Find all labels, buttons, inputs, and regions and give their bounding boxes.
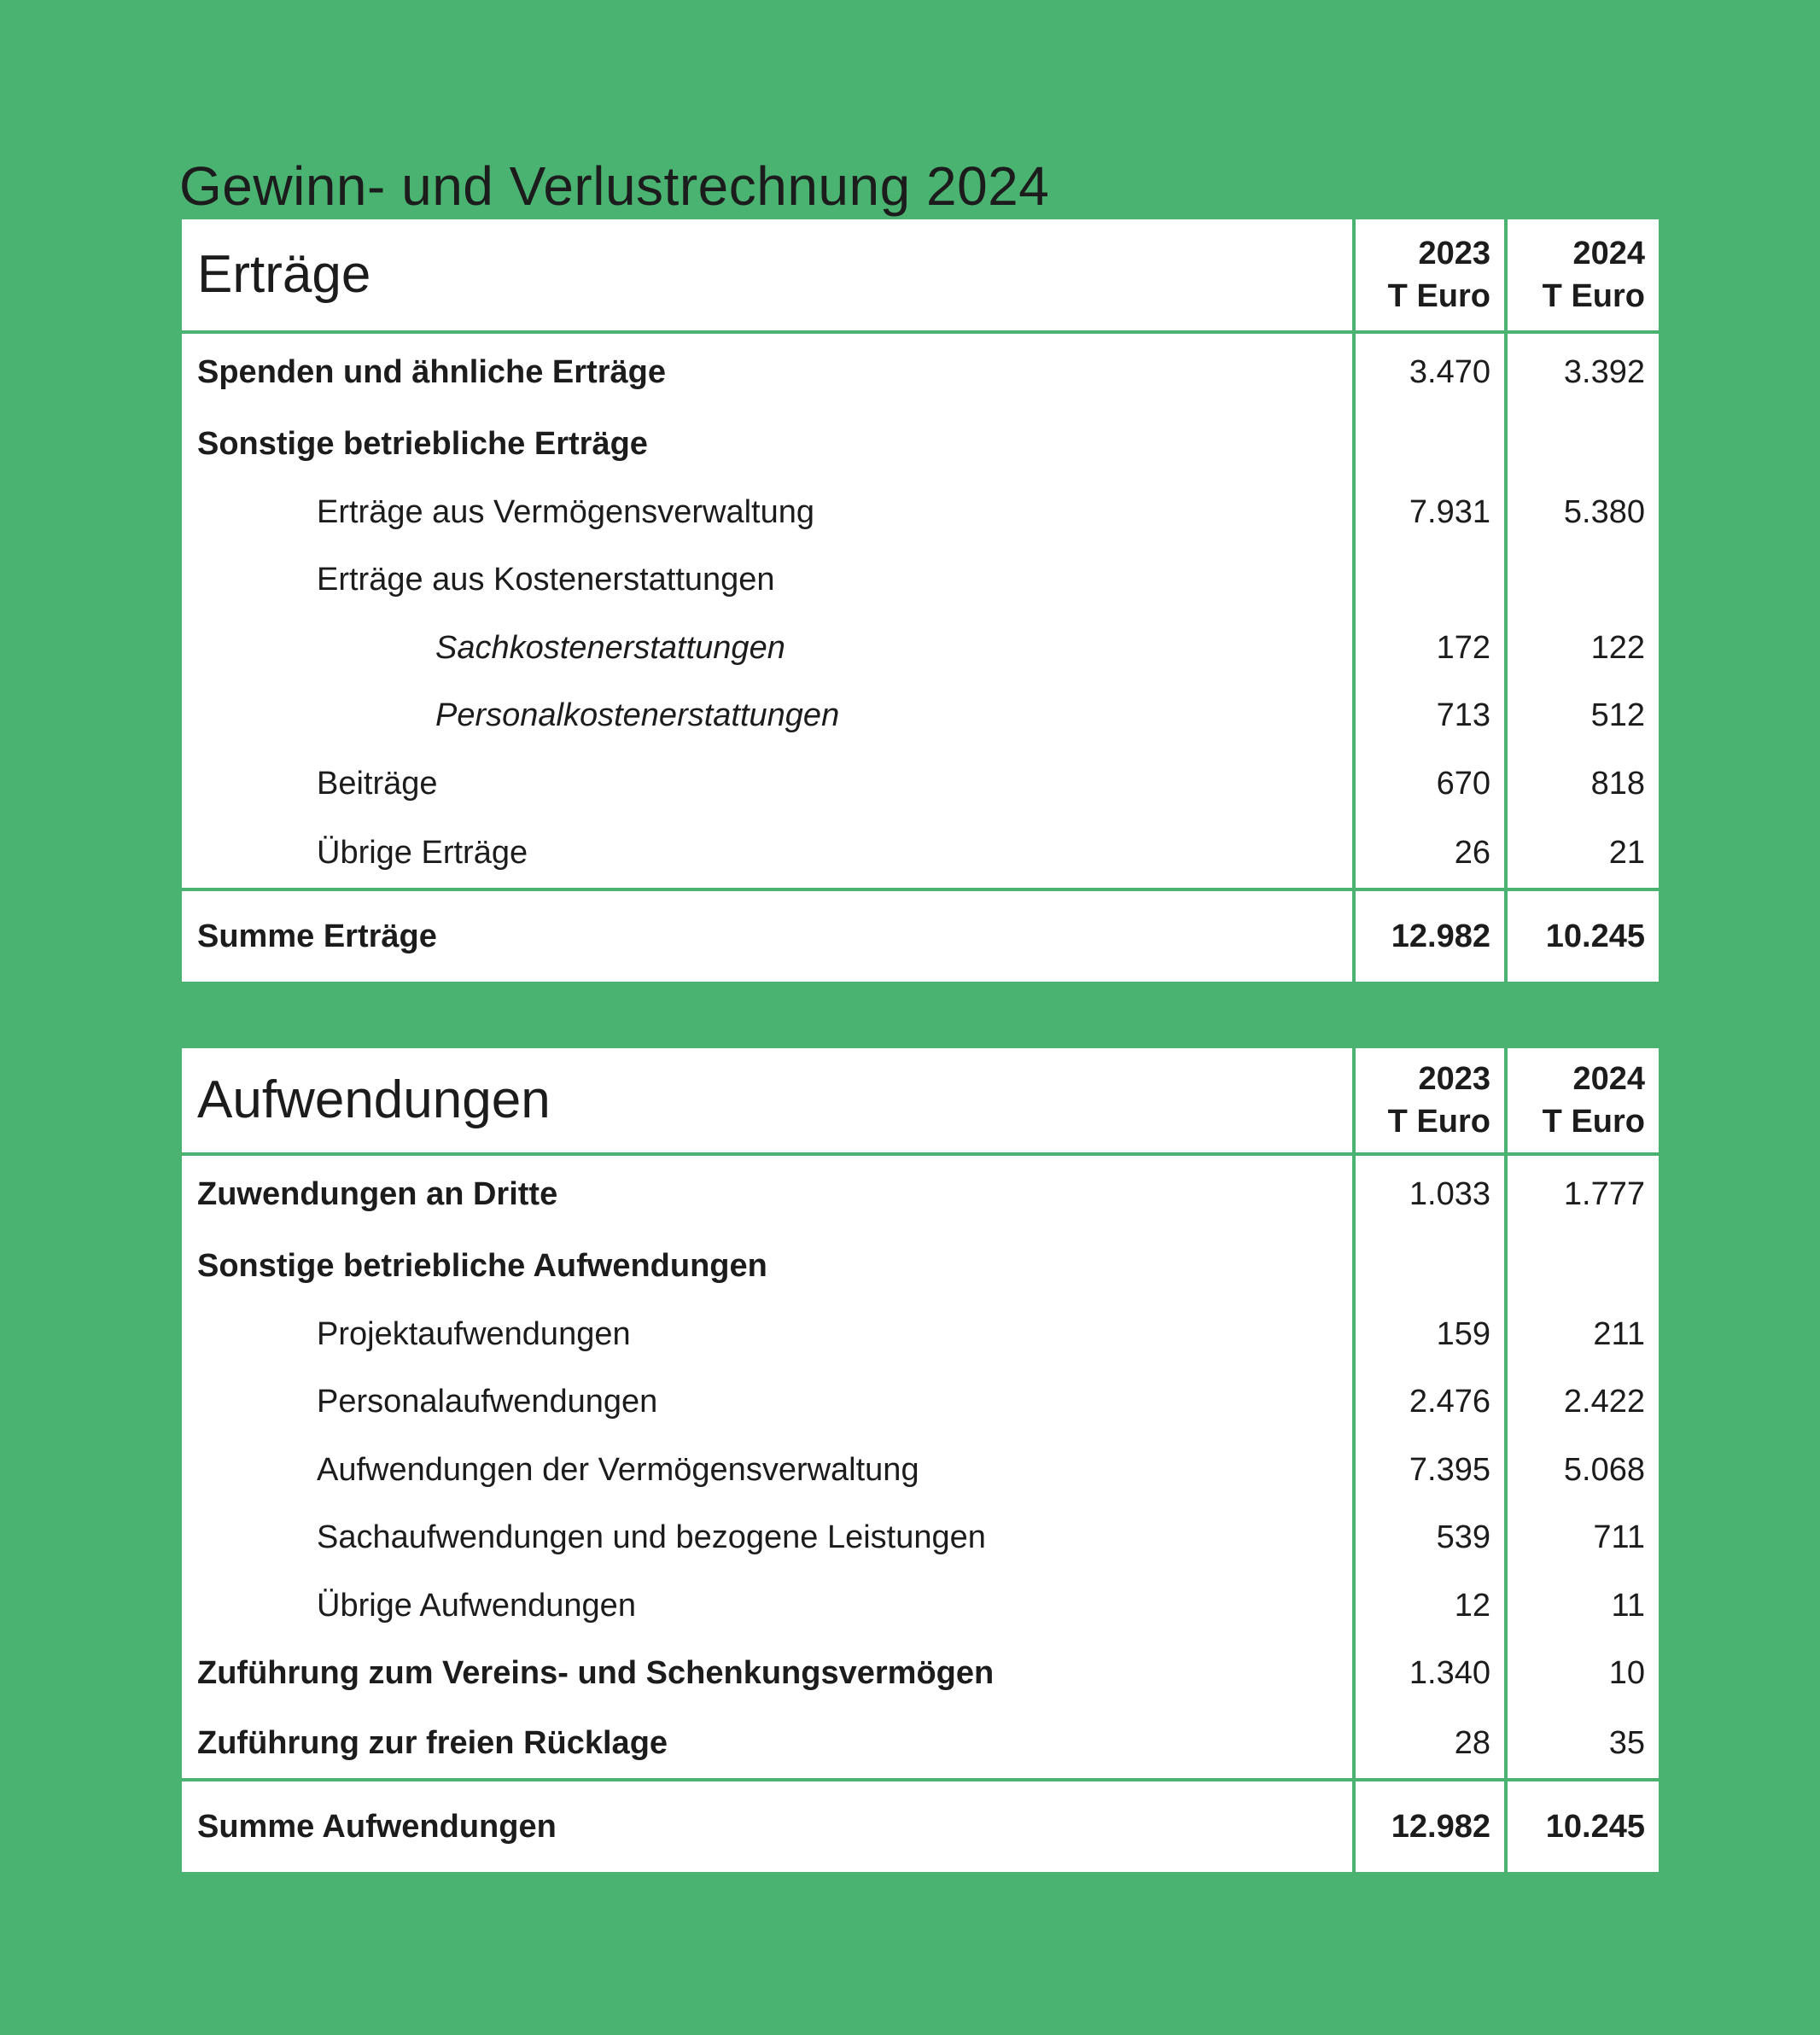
column-header-2023 (1354, 219, 1506, 332)
row-value-2024: 1.777 (1506, 1154, 1659, 1233)
sum-value-2023: 12.982 (1354, 1780, 1506, 1872)
page-title: Gewinn- und Verlustrechnung 2024 (179, 155, 1050, 217)
row-label: Aufwendungen der Vermögensverwaltung (317, 1451, 919, 1488)
row-label: Übrige Erträge (317, 835, 528, 871)
table-row (182, 1572, 1659, 1641)
row-value-2024: 211 (1506, 1301, 1659, 1369)
sum-value-2024: 10.245 (1506, 889, 1659, 982)
row-value-2024: 3.392 (1506, 332, 1659, 411)
table-row (182, 818, 1659, 889)
row-value-2023: 539 (1354, 1504, 1506, 1572)
table-row (182, 750, 1659, 819)
ertraege-heading: Erträge (182, 219, 1354, 332)
row-label: Sachaufwendungen und bezogene Leistungen (317, 1519, 986, 1555)
column-header-2024 (1506, 219, 1659, 332)
column-header-2024 (1506, 1048, 1659, 1154)
table-row (182, 1301, 1659, 1369)
row-value-2023: 1.340 (1354, 1640, 1506, 1708)
row-value-2023: 670 (1354, 750, 1506, 819)
column-unit-2024: T Euro (1542, 278, 1645, 314)
row-value-2023: 7.931 (1354, 479, 1506, 547)
aufwendungen-body (182, 1048, 1659, 1872)
aufwendungen-table (182, 1048, 1659, 1872)
column-header-2023 (1354, 1048, 1506, 1154)
column-unit-2023: T Euro (1387, 278, 1490, 314)
column-year-2024: 2024 (1572, 1061, 1645, 1097)
row-value-2024: 2.422 (1506, 1368, 1659, 1437)
sum-value-2024: 10.245 (1506, 1780, 1659, 1872)
row-value-2023: 2.476 (1354, 1368, 1506, 1437)
sum-label: Summe Aufwendungen (182, 1780, 1354, 1872)
row-label: Beiträge (317, 765, 438, 802)
table-row (182, 615, 1659, 683)
row-value-2023: 1.033 (1354, 1154, 1506, 1233)
column-year-2023: 2023 (1418, 1061, 1490, 1097)
table-row (182, 1504, 1659, 1572)
table-row (182, 1154, 1659, 1233)
row-label: Zuführung zur freien Rücklage (197, 1724, 668, 1761)
row-label: Erträge aus Vermögensverwaltung (317, 493, 814, 530)
table-row (182, 1708, 1659, 1780)
row-value-2023: 12 (1354, 1572, 1506, 1641)
row-value-2023: 713 (1354, 682, 1506, 750)
row-value-2024: 122 (1506, 615, 1659, 683)
table-row (182, 1233, 1659, 1301)
row-label: Zuwendungen an Dritte (197, 1176, 558, 1212)
row-value-2023 (1354, 1233, 1506, 1301)
table-row (182, 411, 1659, 479)
row-value-2023: 159 (1354, 1301, 1506, 1369)
aufwendungen-heading: Aufwendungen (182, 1048, 1354, 1154)
row-label: Sachkostenerstattungen (435, 629, 785, 666)
row-value-2023 (1354, 546, 1506, 615)
table-row (182, 1437, 1659, 1505)
table-row (182, 479, 1659, 547)
row-value-2023: 26 (1354, 818, 1506, 889)
table-row (182, 682, 1659, 750)
row-label: Sonstige betriebliche Erträge (197, 426, 648, 462)
row-label: Übrige Aufwendungen (317, 1587, 636, 1624)
row-value-2023: 3.470 (1354, 332, 1506, 411)
row-value-2024: 5.068 (1506, 1437, 1659, 1505)
row-value-2024: 818 (1506, 750, 1659, 819)
sum-label: Summe Erträge (182, 889, 1354, 982)
column-unit-2024: T Euro (1542, 1104, 1645, 1140)
row-label: Spenden und ähnliche Erträge (197, 354, 666, 390)
row-label: Zuführung zum Vereins- und Schenkungsvermögen (197, 1655, 995, 1691)
sum-value-2023: 12.982 (1354, 889, 1506, 982)
row-value-2024: 711 (1506, 1504, 1659, 1572)
ertraege-table (182, 219, 1659, 982)
row-value-2024: 10 (1506, 1640, 1659, 1708)
aufwendungen-header-row (182, 1048, 1659, 1154)
row-value-2023: 28 (1354, 1708, 1506, 1780)
row-value-2024: 11 (1506, 1572, 1659, 1641)
row-label: Personalkostenerstattungen (435, 697, 840, 733)
ertraege-header-row (182, 219, 1659, 332)
table-row (182, 332, 1659, 411)
row-value-2023 (1354, 411, 1506, 479)
table-row (182, 1640, 1659, 1708)
row-value-2024: 5.380 (1506, 479, 1659, 547)
column-unit-2023: T Euro (1387, 1104, 1490, 1140)
row-value-2023: 172 (1354, 615, 1506, 683)
row-label: Personalaufwendungen (317, 1384, 658, 1420)
row-value-2024: 512 (1506, 682, 1659, 750)
column-year-2023: 2023 (1418, 236, 1490, 271)
row-label: Sonstige betriebliche Aufwendungen (197, 1248, 767, 1284)
table-row (182, 546, 1659, 615)
aufwendungen-sum-row (182, 1780, 1659, 1872)
row-label: Erträge aus Kostenerstattungen (317, 562, 775, 598)
row-label: Projektaufwendungen (317, 1315, 631, 1352)
row-value-2024 (1506, 1233, 1659, 1301)
ertraege-body (182, 219, 1659, 982)
row-value-2024 (1506, 411, 1659, 479)
row-value-2023: 7.395 (1354, 1437, 1506, 1505)
column-year-2024: 2024 (1572, 236, 1645, 271)
table-row (182, 1368, 1659, 1437)
ertraege-sum-row (182, 889, 1659, 982)
row-value-2024: 21 (1506, 818, 1659, 889)
row-value-2024: 35 (1506, 1708, 1659, 1780)
row-value-2024 (1506, 546, 1659, 615)
